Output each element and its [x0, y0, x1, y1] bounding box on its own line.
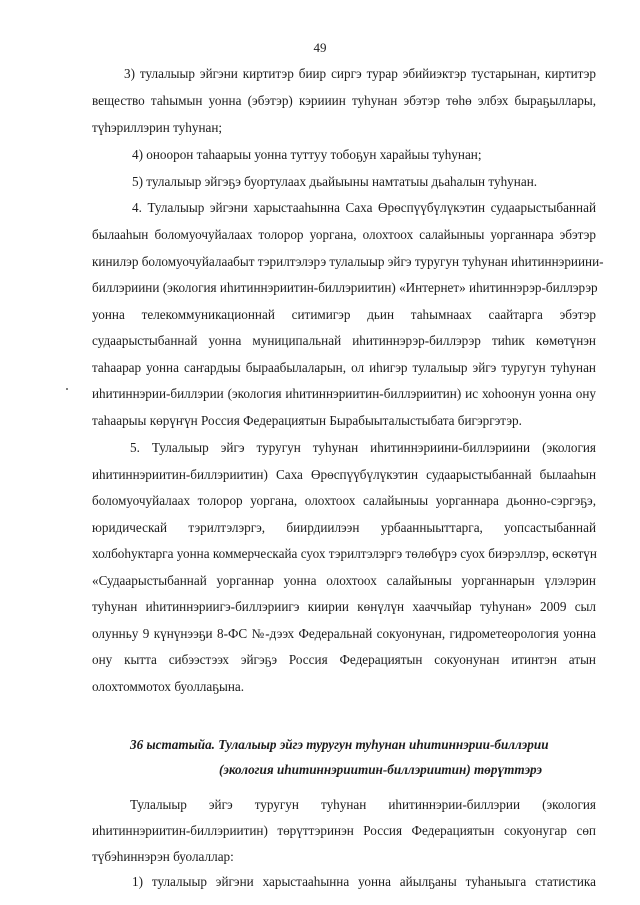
text-line: Тулалыыр эйгэ туругун туһунан иһитиннэрии-биллэрии (экология — [130, 797, 596, 812]
text-line: вещество таһымын уонна (эбэтэр) кэрииин туһунан эбэтэр төһө элбэх быраҕыллары, — [92, 93, 596, 108]
text-line: иһитиннэриитин-биллэриитин) төрүттэринэн Россия Федерациятын сокуонугар сөп — [92, 823, 596, 838]
text-line: боломуочуйалаах толорор уоргана, олохтоох салайыныы уорганнара дьонно-сэргэҕэ, — [92, 493, 596, 508]
text-line: түбэһиннэрэн буолаллар: — [92, 849, 234, 864]
text-line: былааһын боломуочуйалаах толорор уоргана, олохтоох салайыныы уорганнара эбэтэр — [92, 227, 596, 242]
text-line: түһэриллэрин туһунан; — [92, 120, 223, 135]
text-line: уонна телекоммуникационнай ситимигэр дьин таһымнаах саайтарга эбэтэр — [92, 307, 596, 322]
text-line: 1) тулалыыр эйгэни харыстааһынна уонна айылҕаны туһаныыга статистика — [132, 874, 596, 889]
text-line: «Судаарыстыбаннай уорганнар уонна олохтоох салайыныы уорганнарын үлэлэрин — [92, 573, 596, 588]
text-line: судаарыстыбаннай уонна муниципальнай иһитиннэрэр-биллэрэр тиһик көмөтүнэн — [92, 333, 596, 348]
text-line: олунньу 9 күнүнээҕи 8-ФС №-дээх Федеральнай сокуонунан, гидрометеорология уонна — [92, 626, 596, 641]
text-line: юридическай тэрилтэлэргэ, биирдиилээн урбаанныыттарга, уопсастыбаннай — [92, 520, 596, 535]
page-number: 49 — [313, 40, 327, 55]
article-heading: 36 ыстатыйа. Тулалыыр эйгэ туругун туһунан иһитиннэрии-биллэрии — [130, 737, 549, 752]
text-line: таһаарар уонна саҥардыы быраабылаларын, ол иһигэр тулалыыр эйгэ туругун туһунан — [92, 360, 596, 375]
text-line: иһитиннэриитин-биллэриитин) Саха Өрөспүүбүлүкэтин судаарыстыбаннай былааһын — [92, 467, 596, 482]
text-line: кинилэр боломуочуйалаабыт тэрилтэлэрэ тулалыыр эйгэ туругун туһунан иһитиннэриини- — [92, 254, 604, 269]
text-line: ону кытта сибээстээх эйгэҕэ Россия Федерациятын сокуонунан итинтэн атын — [92, 652, 596, 667]
text-line: 4. Тулалыыр эйгэни харыстааһынна Саха Өрөспүүбүлүкэтин судаарыстыбаннай — [132, 200, 596, 215]
text-line: 4) оноорон таһаарыы уонна туттуу тобоҕун харайыы туһунан; — [132, 147, 482, 162]
text-line: таһаарыы көрүҥүн Россия Федерациятын Бырабыыталыстыбата бигэргэтэр. — [92, 413, 522, 428]
article-heading-subtitle: (экология иһитиннэриитин-биллэриитин) төрүттэрэ — [219, 762, 542, 777]
text-line: олохтоммотох буоллаҕына. — [92, 679, 245, 694]
text-line: иһитиннэрии-биллэрии (экология иһитиннэриитин-биллэриитин) ис хоһоонун уонна ону — [92, 386, 596, 401]
text-line: холбоһуктарга уонна коммерческайа суох тэрилтэлэргэ төлөбүрэ суох биэрэллэр, өскөтүн — [92, 546, 597, 561]
text-line: туһунан иһитиннэриигэ-биллэриигэ киирии көнүлүн хааччыйар туһунан» 2009 сыл — [92, 599, 596, 614]
text-line: 5) тулалыыр эйгэҕэ буортулаах дьайыыны намтатыы дьаһалын туһунан. — [132, 174, 538, 189]
margin-mark — [66, 388, 68, 390]
text-line: 3) тулалыыр эйгэни киртитэр биир сиргэ турар эбийиэктэр тустарынан, киртитэр — [124, 66, 596, 81]
text-line: 5. Тулалыыр эйгэ туругун туһунан иһитиннэриини-биллэриини (экология — [130, 440, 596, 455]
text-line: биллэриини (экология иһитиннэриитин-биллэриитин) «Интернет» иһитиннэрэр-биллэрэр — [92, 280, 598, 295]
